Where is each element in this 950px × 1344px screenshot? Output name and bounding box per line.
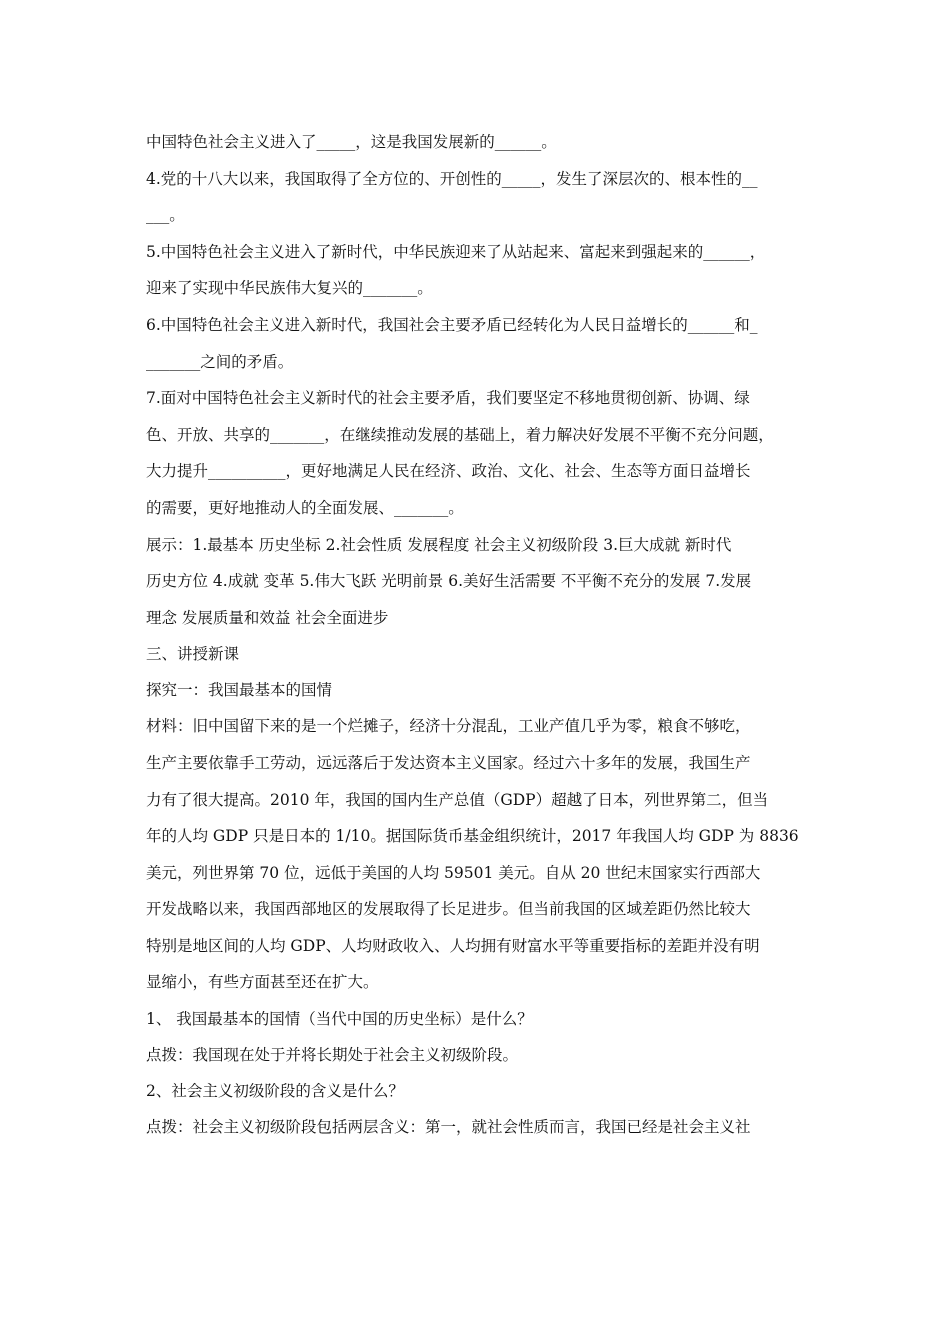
text-line: ___。: [146, 206, 185, 225]
hint-line: 点拨：社会主义初级阶段包括两层含义：第一，就社会性质而言，我国已经是社会主义社: [146, 1118, 751, 1137]
material-line: 生产主要依靠手工劳动，远远落后于发达资本主义国家。经过六十多年的发展，我国生产: [146, 753, 751, 772]
material-line: 材料：旧中国留下来的是一个烂摊子，经济十分混乱，工业产值几乎为零，粮食不够吃，: [146, 717, 751, 736]
text-line: 的需要，更好地推动人的全面发展、_______。: [146, 498, 464, 517]
answers-line: 理念 发展质量和效益 社会全面进步: [146, 608, 389, 627]
question-line: 2、社会主义初级阶段的含义是什么？: [146, 1082, 404, 1101]
question-6-line: 6.中国特色社会主义进入新时代，我国社会主要矛盾已经转化为人民日益增长的______和_: [146, 315, 758, 334]
text-line: _______之间的矛盾。: [146, 352, 294, 371]
material-line: 特别是地区间的人均 GDP、人均财政收入、人均拥有财富水平等重要指标的差距并没有明: [146, 936, 760, 955]
question-7-line: 7.面对中国特色社会主义新时代的社会主要矛盾，我们要坚定不移地贯彻创新、协调、绿: [146, 389, 750, 408]
material-line: 力有了很大提高。2010 年，我国的国内生产总值（GDP）超越了日本，列世界第二，但当: [146, 790, 769, 809]
question-5-line: 5.中国特色社会主义进入了新时代，中华民族迎来了从站起来、富起来到强起来的______，: [146, 242, 766, 261]
section-heading: 三、讲授新课: [146, 645, 240, 664]
material-line: 显缩小，有些方面甚至还在扩大。: [146, 973, 379, 992]
material-line: 开发战略以来，我国西部地区的发展取得了长足进步。但当前我国的区域差距仍然比较大: [146, 900, 751, 919]
text-line: 迎来了实现中华民族伟大复兴的_______。: [146, 279, 433, 298]
material-line: 美元，列世界第 70 位，远低于美国的人均 59501 美元。自从 20 世纪末国家实行西部大: [146, 863, 761, 882]
text-line: 大力提升__________，更好地满足人民在经济、政治、文化、社会、生态等方面日益增长: [146, 462, 751, 481]
question-line: 1、 我国最基本的国情（当代中国的历史坐标）是什么？: [146, 1010, 533, 1029]
answers-line: 展示：1.最基本 历史坐标 2.社会性质 发展程度 社会主义初级阶段 3.巨大成就 新时代: [146, 535, 732, 554]
document-body: [146, 124, 814, 1145]
text-line: 色、开放、共享的_______，在继续推动发展的基础上，着力解决好发展不平衡不充分问题，: [146, 425, 774, 444]
question-4-line: 4.党的十八大以来，我国取得了全方位的、开创性的_____，发生了深层次的、根本性的__: [146, 169, 758, 188]
answers-line: 历史方位 4.成就 变革 5.伟大飞跃 光明前景 6.美好生活需要 不平衡不充分的发展 7.发展: [146, 572, 752, 591]
text-line: 中国特色社会主义进入了_____，这是我国发展新的______。: [146, 133, 557, 151]
subsection-heading: 探究一：我国最基本的国情: [146, 681, 333, 700]
hint-line: 点拨：我国现在处于并将长期处于社会主义初级阶段。: [146, 1046, 519, 1065]
material-line: 年的人均 GDP 只是日本的 1/10。据国际货币基金组织统计，2017 年我国人均 GDP 为 8836: [146, 827, 799, 846]
